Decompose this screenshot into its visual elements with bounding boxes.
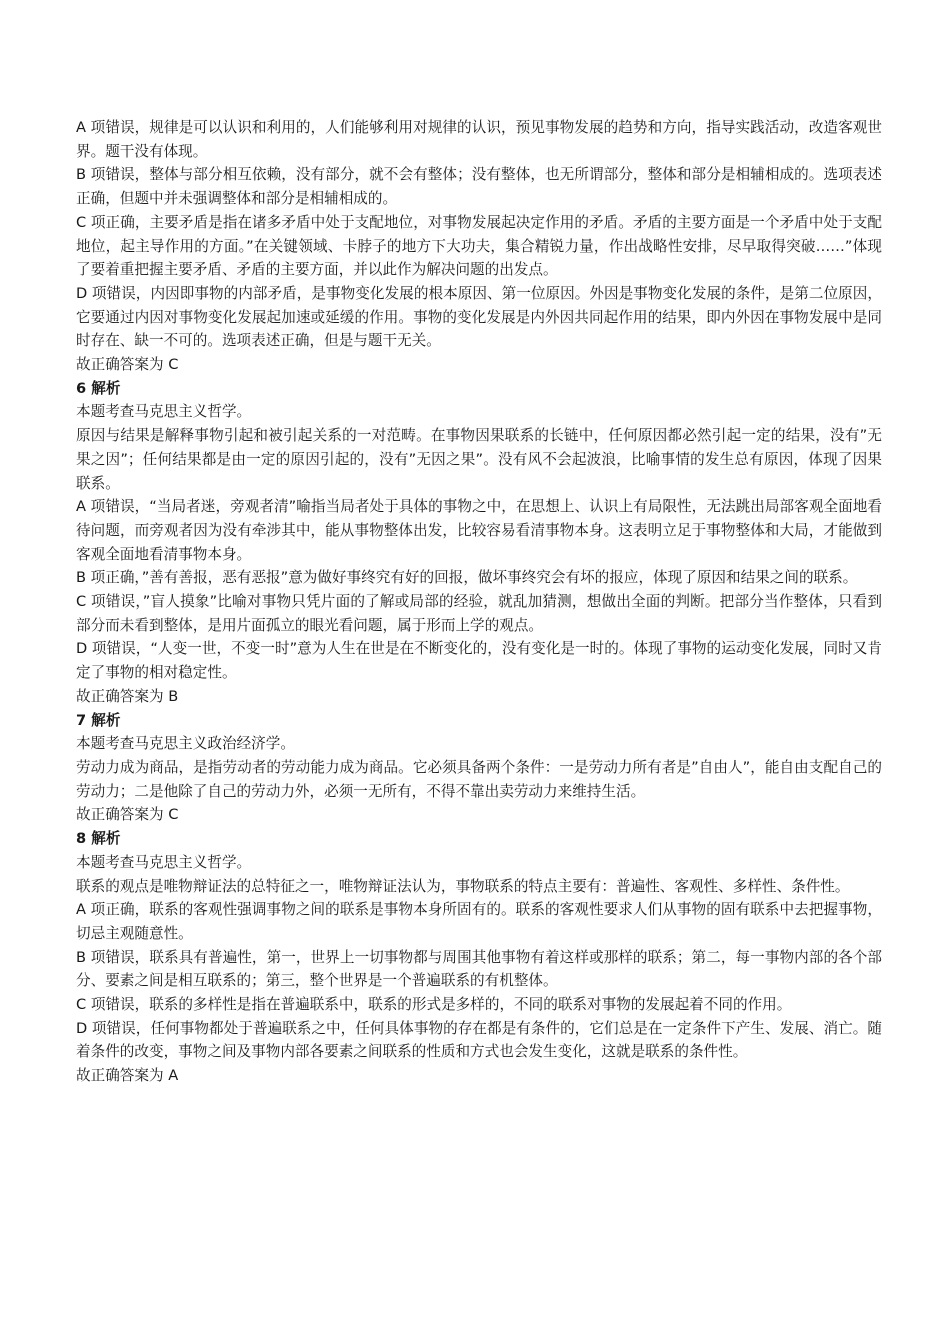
answer-line: 故正确答案为 C: [76, 356, 179, 374]
paragraph: 本题考查马克思主义哲学。: [76, 403, 252, 421]
paragraph: D 项错误，任何事物都处于普遍联系之中，任何具体事物的存在都是有条件的，它们总是在一定条件下产生、发展、消亡。随着条件的改变，事物之间及事物内部各要素之间联系的性质和方式也会发生变化，这就是联系的条件性。: [76, 1019, 882, 1061]
paragraph: 本题考查马克思主义哲学。: [76, 853, 252, 871]
paragraph: B 项错误，联系具有普遍性，第一，世界上一切事物都与周围其他事物有着这样或那样的联系；第二，每一事物内部的各个部分、要素之间是相互联系的；第三，整个世界是一个普遍联系的有机整体。: [76, 948, 882, 990]
paragraph: 本题考查马克思主义政治经济学。: [76, 735, 295, 753]
paragraph: C 项错误，”盲人摸象”比喻对事物只凭片面的了解或局部的经验，就乱加猜测，想做出全面的判断。把部分当作整体，只看到部分而未看到整体，是用片面孤立的眼光看问题，属于形而上学的观点。: [76, 593, 882, 634]
paragraph: C 项正确，主要矛盾是指在诸多矛盾中处于支配地位，对事物发展起决定作用的矛盾。矛盾的主要方面是一个矛盾中处于支配地位，起主导作用的方面。”在关键领域、卡脖子的地方下大功夫，集合精锐力量，作出战略性安排，尽早取得突破……”体现了要着重把握主要矛盾、矛盾的主要方面，并以此作为解决问题的出发点。: [76, 213, 882, 279]
answer-line: 故正确答案为 B: [76, 687, 179, 705]
paragraph: B 项正确，”善有善报，恶有恶报”意为做好事终究有好的回报，做坏事终究会有坏的报应，体现了原因和结果之间的联系。: [76, 569, 858, 587]
paragraph: C 项错误，联系的多样性是指在普遍联系中，联系的形式是多样的，不同的联系对事物的发展起着不同的作用。: [76, 996, 792, 1014]
paragraph: A 项错误，规律是可以认识和利用的，人们能够利用对规律的认识，预见事物发展的趋势和方向，指导实践活动，改造客观世界。题干没有体现。: [76, 119, 882, 160]
answer-line: 故正确答案为 C: [76, 806, 179, 824]
paragraph: 劳动力成为商品，是指劳动者的劳动能力成为商品。它必须具备两个条件：一是劳动力所有者是”自由人”，能自由支配自己的劳动力；二是他除了自己的劳动力外，必须一无所有，不得不靠出卖劳动力来维持生活。: [76, 758, 882, 800]
paragraph: D 项错误，“人变一世，不变一时”意为人生在世是在不断变化的，没有变化是一时的。体现了事物的运动变化发展，同时又肯定了事物的相对稳定性。: [76, 640, 882, 682]
section-heading: 6 解析: [76, 379, 121, 397]
answer-line: 故正确答案为 A: [76, 1067, 179, 1085]
section-heading: 8 解析: [76, 830, 121, 848]
section-heading: 7 解析: [76, 711, 121, 729]
paragraph: 原因与结果是解释事物引起和被引起关系的一对范畴。在事物因果联系的长链中，任何原因都必然引起一定的结果，没有”无果之因”；任何结果都是由一定的原因引起的，没有”无因之果”。没有风不会起波浪，比喻事情的发生总有原因，体现了因果联系。: [76, 427, 882, 492]
paragraph: A 项正确，联系的客观性强调事物之间的联系是事物本身所固有的。联系的客观性要求人们从事物的固有联系中去把握事物，切忌主观随意性。: [76, 901, 882, 942]
paragraph: 联系的观点是唯物辩证法的总特征之一，唯物辩证法认为，事物联系的特点主要有：普遍性、客观性、多样性、条件性。: [76, 877, 850, 895]
paragraph: A 项错误，“当局者迷，旁观者清”喻指当局者处于具体的事物之中，在思想上、认识上有局限性，无法跳出局部客观全面地看待问题，而旁观者因为没有牵涉其中，能从事物整体出发，比较容易看清事物本身。这表明立足于事物整体和大局，才能做到客观全面地看清事物本身。: [76, 498, 882, 563]
paragraph: D 项错误，内因即事物的内部矛盾，是事物变化发展的根本原因、第一位原因。外因是事物变化发展的条件，是第二位原因，它要通过内因对事物变化发展起加速或延缓的作用。事物的变化发展是内外因共同起作用的结果，即内外因在事物发展中是同时存在、缺一不可的。选项表述正确，但是与题干无关。: [76, 284, 882, 350]
paragraph: B 项错误，整体与部分相互依赖，没有部分，就不会有整体；没有整体，也无所谓部分，整体和部分是相辅相成的。选项表述正确，但题中并未强调整体和部分是相辅相成的。: [76, 166, 882, 208]
document-body: [76, 116, 882, 1088]
